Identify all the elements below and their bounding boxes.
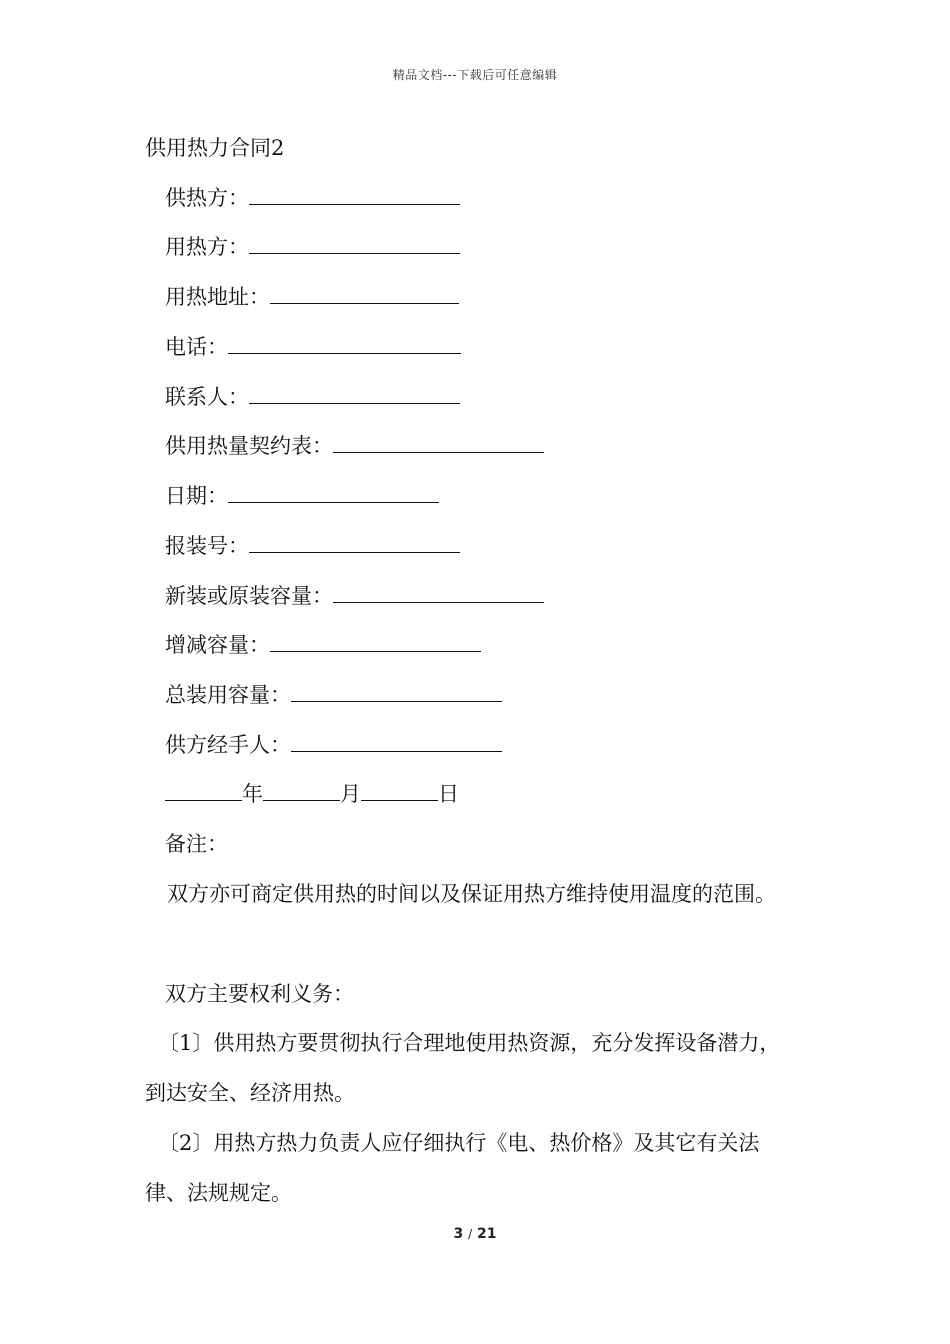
field-label: 增减容量： <box>165 633 270 657</box>
date-line <box>165 780 459 808</box>
fill-blank <box>291 681 502 702</box>
remark-label: 备注： <box>165 832 228 856</box>
field-label: 电话： <box>165 335 228 359</box>
field-heat-user <box>165 233 460 261</box>
field-label: 总装用容量： <box>165 683 291 707</box>
day-label: 日 <box>438 782 459 806</box>
field-total-capacity <box>165 681 502 709</box>
field-capacity <box>165 582 544 610</box>
field-label: 用热方： <box>165 235 249 259</box>
clause-2-line-1: 〔2〕用热方热力负责人应仔细执行《电、热价格》及其它有关法 <box>158 1131 760 1155</box>
clause-1-line-1: 〔1〕供用热方要贯彻执行合理地使用热资源，充分发挥设备潜力， <box>158 1031 781 1055</box>
fill-blank <box>249 233 460 254</box>
field-phone <box>165 333 461 361</box>
year-label: 年 <box>242 782 263 806</box>
page-header: 精品文档---下载后可任意编辑 <box>392 68 558 82</box>
clause-1-line-2: 到达安全、经济用热。 <box>145 1081 355 1105</box>
fill-blank <box>228 333 461 354</box>
field-contract-table <box>165 432 544 460</box>
field-label: 报装号： <box>165 534 249 558</box>
field-label: 供方经手人： <box>165 733 291 757</box>
field-label: 联系人： <box>165 385 249 409</box>
clause-2-line-2: 律、法规规定。 <box>145 1181 292 1205</box>
field-heat-supplier <box>165 184 460 212</box>
fill-blank <box>270 283 459 304</box>
field-heat-address <box>165 283 459 311</box>
fill-blank <box>249 532 460 553</box>
page-separator: / <box>468 1227 473 1241</box>
field-install-number <box>165 532 460 560</box>
field-contact <box>165 383 460 411</box>
section-title: 双方主要权利义务： <box>165 982 354 1006</box>
page-number <box>0 1226 950 1242</box>
field-label: 新装或原装容量： <box>165 584 333 608</box>
fill-blank <box>228 482 439 503</box>
field-supplier-handler <box>165 731 502 759</box>
remark-text: 双方亦可商定供用热的时间以及保证用热方维持使用温度的范围。 <box>167 882 776 906</box>
fill-blank <box>291 731 502 752</box>
fill-blank <box>333 582 544 603</box>
field-label: 供热方： <box>165 186 249 210</box>
document-title: 供用热力合同2 <box>145 136 285 160</box>
field-label: 供用热量契约表： <box>165 434 333 458</box>
year-blank <box>165 780 242 801</box>
field-capacity-change <box>165 631 481 659</box>
month-blank <box>263 780 340 801</box>
day-blank <box>361 780 438 801</box>
field-label: 用热地址： <box>165 285 270 309</box>
field-date <box>165 482 439 510</box>
total-pages: 21 <box>477 1226 497 1242</box>
fill-blank <box>270 631 481 652</box>
field-label: 日期： <box>165 484 228 508</box>
current-page: 3 <box>453 1226 464 1242</box>
fill-blank <box>333 432 544 453</box>
fill-blank <box>249 184 460 205</box>
month-label: 月 <box>340 782 361 806</box>
fill-blank <box>249 383 460 404</box>
